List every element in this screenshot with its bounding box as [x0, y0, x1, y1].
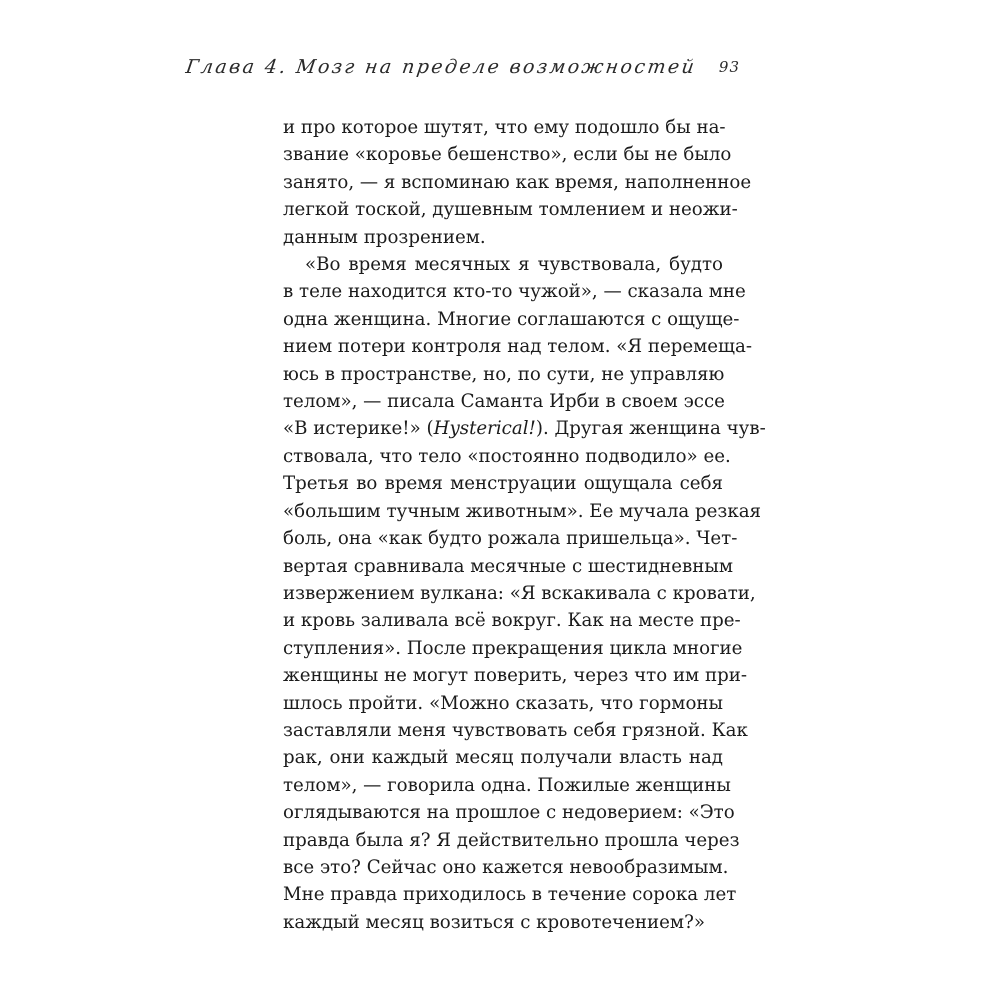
text-line: Мне правда приходилось в течение сорока лет [283, 884, 737, 906]
text-line: и про которое шутят, что ему подошло бы на- [283, 117, 726, 138]
text-line: и кровь заливала всё вокруг. Как на месте пре- [283, 610, 741, 632]
text-line: ступления». После прекращения цикла многие [283, 637, 743, 659]
text-line: занято, — я вспоминаю как время, наполненное [283, 171, 752, 193]
text-line: каждый месяц возиться с кровотечением?» [283, 911, 705, 933]
text-fragment: «В истерике!» ( [283, 418, 434, 440]
text-line: «Во время месячных я чувствовала, будто [305, 254, 723, 276]
text-line: телом», — писала Саманта Ирби в своем эссе [283, 391, 725, 413]
text-line: в теле находится кто-то чужой», — сказала мне [283, 281, 746, 303]
running-head [184, 52, 740, 82]
text-line: извержением вулкана: «Я вскакивала с кровати, [283, 582, 756, 604]
text-line: женщины не могут поверить, через что им при- [283, 665, 748, 687]
text-line: шлось пройти. «Можно сказать, что гормоны [283, 692, 723, 714]
text-line: «большим тучным животным». Ее мучала резкая [283, 500, 762, 522]
text-line: одна женщина. Многие соглашаются с ощуще- [283, 308, 740, 330]
text-line: заставляли меня чувствовать себя грязной. Как [283, 719, 748, 741]
body-text [283, 114, 766, 936]
text-line: рак, они каждый месяц получали власть над [283, 747, 723, 769]
chapter-title: Глава 4. Мозг на пределе возможностей [184, 56, 698, 78]
text-line: боль, она «как будто рожала пришельца». Чет- [283, 528, 738, 550]
text-line: оглядываются на прошлое с недоверием: «Это [283, 802, 735, 824]
text-line: звание «коровье бешенство», если бы не было [283, 144, 732, 166]
text-line: телом», — говорила одна. Пожилые женщины [283, 774, 731, 796]
text-line: нием потери контроля над телом. «Я перемеща- [283, 336, 752, 358]
text-line: данным прозрением. [283, 226, 486, 248]
text-line: все это? Сейчас оно кажется невообразимым. [283, 856, 729, 878]
text-line: юсь в пространстве, но, по сути, не управляю [283, 363, 725, 385]
text-line [283, 415, 766, 442]
italic-title: Hysterical! [433, 418, 536, 440]
text-fragment: ). Другая женщина чув- [535, 418, 766, 440]
text-line: вертая сравнивала месячные с шестидневным [283, 555, 734, 577]
text-line: легкой тоской, душевным томлением и неожи- [283, 199, 738, 221]
text-line: ствовала, что тело «постоянно подводило» ее. [283, 445, 731, 467]
page-number: 93 [718, 58, 740, 76]
text-line: Третья во время менструации ощущала себя [283, 473, 723, 495]
text-line: правда была я? Я действительно прошла через [283, 829, 740, 851]
